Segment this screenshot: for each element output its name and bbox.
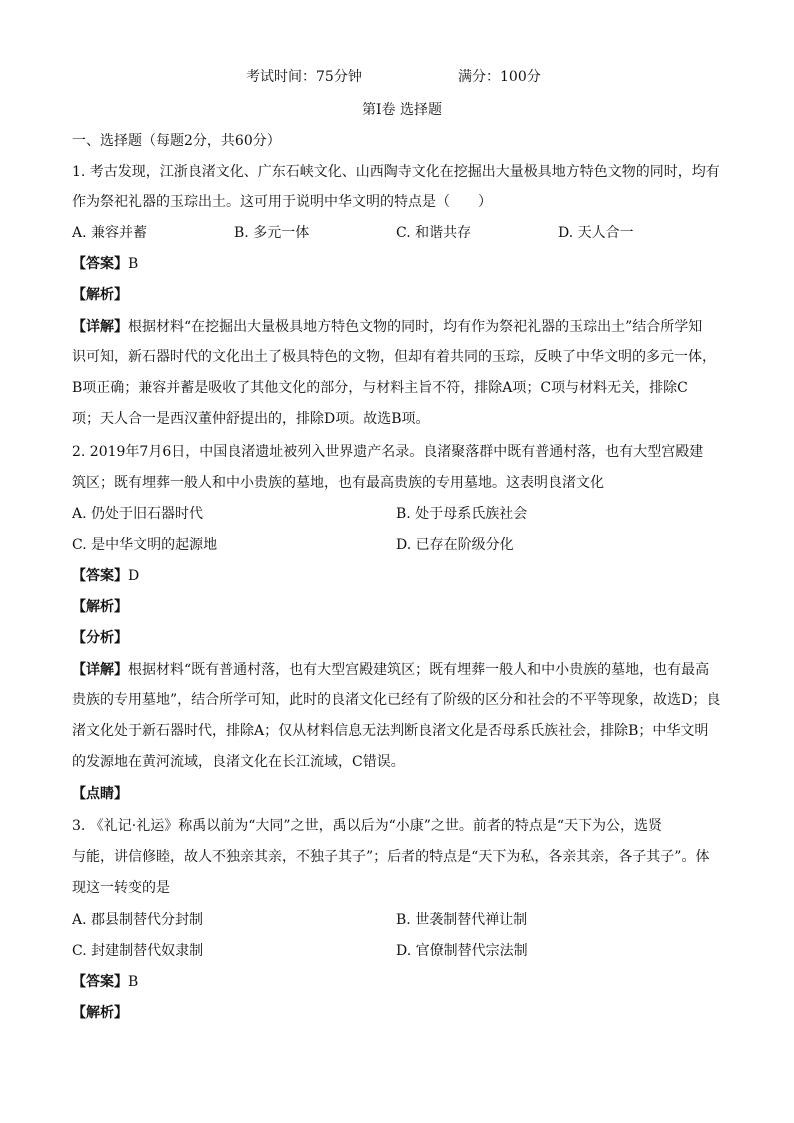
analysis-label: 【解析】 (72, 599, 128, 615)
exam-time: 考试时间：75分钟 (246, 69, 362, 85)
q1-option-b: B. 多元一体 (234, 225, 310, 241)
answer-label: 【答案】 (72, 974, 128, 990)
q2-answer-value: D (128, 568, 140, 584)
q1-answer (72, 254, 732, 274)
q1-detail-line-4: 项；天人合一是西汉董仲舒提出的，排除D项。故选B项。 (72, 411, 430, 427)
fenxi-label: 【分析】 (72, 630, 128, 646)
q2-fenxi-label (72, 628, 732, 648)
q1-detail-text-1: 根据材料“在挖掘出大量极具地方特色文物的同时，均有作为祭祀礼器的玉琮出土”结合所学知 (128, 319, 703, 335)
q2-detail-line-1 (72, 660, 732, 680)
dianjing-label: 【点睛】 (72, 786, 128, 802)
q3-analysis-label (72, 1003, 732, 1023)
q2-detail-text-1: 根据材料“既有普通村落，也有大型宫殿建筑区；既有埋葬一般人和中小贵族的墓地，也有最高 (128, 662, 710, 678)
analysis-label: 【解析】 (72, 287, 128, 303)
answer-label: 【答案】 (72, 568, 128, 584)
answer-label: 【答案】 (72, 256, 128, 272)
q2-analysis-label (72, 597, 732, 617)
section-title: 一、选择题（每题2分，共60分） (72, 133, 281, 149)
q1-option-d: D. 天人合一 (558, 225, 634, 241)
q2-detail-line-2: 贵族的专用墓地”，结合所学可知，此时的良渚文化已经有了阶级的区分和社会的不平等现象，故选D；良 (72, 692, 721, 708)
q3-stem-line-3: 现这一转变的是 (72, 880, 170, 896)
analysis-label: 【解析】 (72, 1005, 128, 1021)
q2-option-a: A. 仍处于旧石器时代 (72, 506, 204, 522)
q1-stem-line-2: 作为祭祀礼器的玉琮出土。这可用于说明中华文明的特点是（ ） (72, 194, 492, 210)
q3-answer (72, 972, 732, 992)
q1-option-c: C. 和谐共存 (396, 225, 472, 241)
exam-full-score: 满分：100分 (458, 69, 541, 85)
q1-detail-line-3: B项正确；兼容并蓄是吸收了其他文化的部分，与材料主旨不符，排除A项；C项与材料无关，排除C (72, 380, 688, 396)
q1-detail-line-2: 识可知，新石器时代的文化出土了极具特色的文物，但却有着共同的玉琮，反映了中华文明的多元一体， (72, 349, 716, 365)
q1-stem-line-1: 1. 考古发现，江浙良渚文化、广东石峡文化、山西陶寺文化在挖掘出大量极具地方特色文物的同时，均有 (72, 164, 720, 180)
q2-option-c: C. 是中华文明的起源地 (72, 537, 218, 553)
q2-detail-line-3: 渚文化处于新石器时代，排除A；仅从材料信息无法判断良渚文化是否母系氏族社会，排除B；中华文明 (72, 723, 709, 739)
q1-analysis-label (72, 285, 732, 305)
q3-option-b: B. 世袭制替代禅让制 (396, 912, 528, 928)
q2-stem-line-1: 2. 2019年7月6日，中国良渚遗址被列入世界遗产名录。良渚聚落群中既有普通村落，也有大型宫殿建 (72, 444, 704, 460)
detail-label: 【详解】 (72, 662, 128, 678)
q3-stem-line-1: 3. 《礼记·礼运》称禹以前为“大同”之世，禹以后为“小康”之世。前者的特点是“天下为公，选贤 (72, 818, 663, 834)
q2-stem-line-2: 筑区；既有埋葬一般人和中小贵族的墓地，也有最高贵族的专用墓地。这表明良渚文化 (72, 475, 604, 491)
q1-option-a: A. 兼容并蓄 (72, 225, 148, 241)
q2-option-d: D. 已存在阶级分化 (396, 537, 514, 553)
q1-answer-value: B (128, 256, 139, 272)
q3-option-c: C. 封建制替代奴隶制 (72, 943, 204, 959)
volume-title: 第Ⅰ卷 选择题 (362, 102, 442, 118)
q3-option-d: D. 官僚制替代宗法制 (396, 943, 528, 959)
q2-detail-line-4: 的发源地在黄河流域，良渚文化在长江流域，C错误。 (72, 754, 405, 770)
q2-dianjing-label (72, 784, 732, 804)
detail-label: 【详解】 (72, 319, 128, 335)
q1-detail-line-1 (72, 317, 732, 337)
q2-option-b: B. 处于母系氏族社会 (396, 506, 528, 522)
q3-stem-line-2: 与能，讲信修睦，故人不独亲其亲，不独子其子”；后者的特点是“天下为私，各亲其亲，各子其子”。体 (72, 849, 710, 865)
q3-option-a: A. 郡县制替代分封制 (72, 912, 204, 928)
q3-answer-value: B (128, 974, 139, 990)
q2-answer (72, 566, 732, 586)
